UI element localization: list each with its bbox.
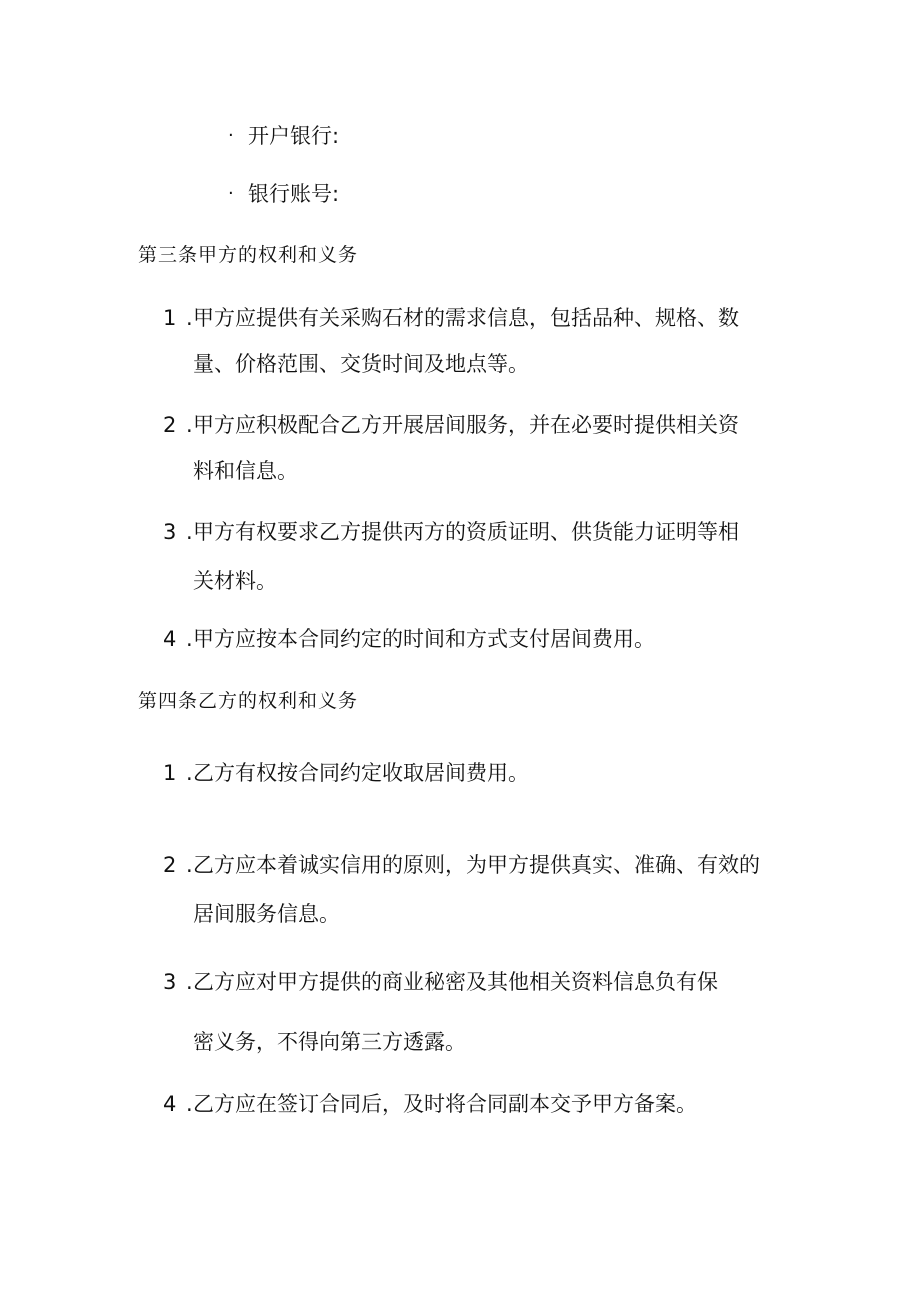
item-number: 4 <box>163 627 177 651</box>
item-text-line: 乙方有权按合同约定收取居间费用。 <box>193 761 529 785</box>
item-dot: . <box>186 970 193 994</box>
item-number: 2 <box>163 413 177 437</box>
item-text-line: 乙方应在签订合同后，及时将合同副本交予甲方备案。 <box>193 1092 697 1116</box>
item-number: 1 <box>163 761 177 785</box>
section-heading: 第三条甲方的权利和义务 <box>138 244 359 266</box>
bank-info-label: 银行账号: <box>248 182 340 206</box>
bullet-dot-icon: · <box>228 183 234 204</box>
item-number: 3 <box>163 520 177 544</box>
bullet-dot-icon: · <box>228 125 234 146</box>
item-text-line: 甲方有权要求乙方提供丙方的资质证明、供货能力证明等相 <box>193 520 739 544</box>
item-dot: . <box>186 761 193 785</box>
bank-info-label: 开户银行: <box>248 124 340 148</box>
item-number: 1 <box>163 306 177 330</box>
item-text-line: 料和信息。 <box>193 459 298 483</box>
item-dot: . <box>186 1092 193 1116</box>
item-text-line: 乙方应对甲方提供的商业秘密及其他相关资料信息负有保 <box>193 970 718 994</box>
item-text-line: 关材料。 <box>193 569 277 593</box>
item-number: 2 <box>163 853 177 877</box>
item-dot: . <box>186 413 193 437</box>
section-heading: 第四条乙方的权利和义务 <box>138 690 359 712</box>
item-dot: . <box>186 306 193 330</box>
item-text-line: 居间服务信息。 <box>193 902 340 926</box>
item-text-line: 密义务，不得向第三方透露。 <box>193 1030 466 1054</box>
item-dot: . <box>186 853 193 877</box>
item-number: 3 <box>163 970 177 994</box>
item-text-line: 甲方应按本合同约定的时间和方式支付居间费用。 <box>193 627 655 651</box>
item-text-line: 甲方应积极配合乙方开展居间服务，并在必要时提供相关资 <box>193 413 739 437</box>
item-text-line: 甲方应提供有关采购石材的需求信息，包括品种、规格、数 <box>193 306 739 330</box>
item-text-line: 乙方应本着诚实信用的原则，为甲方提供真实、准确、有效的 <box>193 853 760 877</box>
item-text-line: 量、价格范围、交货时间及地点等。 <box>193 352 529 376</box>
item-dot: . <box>186 520 193 544</box>
item-dot: . <box>186 627 193 651</box>
item-number: 4 <box>163 1092 177 1116</box>
